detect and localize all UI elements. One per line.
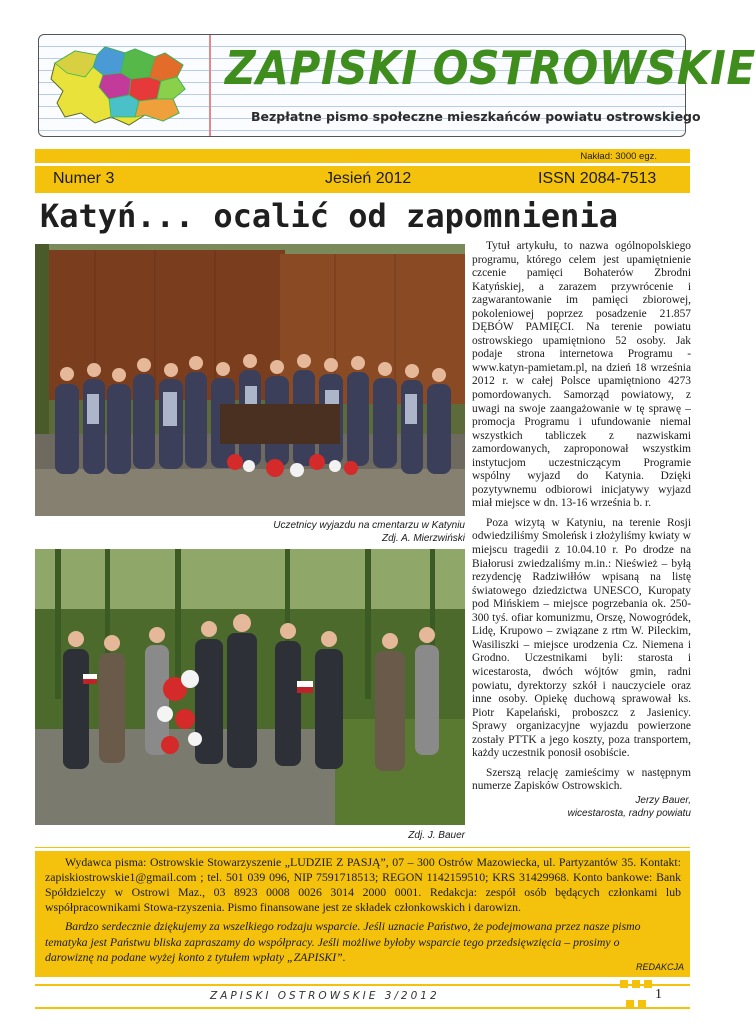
info-bar-divider bbox=[35, 163, 690, 166]
issue-season: Jesień 2012 bbox=[325, 170, 412, 187]
photo-katyn-cemetery-group bbox=[35, 244, 465, 516]
footer-rule-top bbox=[35, 984, 690, 986]
photo1-caption bbox=[273, 519, 465, 545]
footer-square bbox=[644, 980, 652, 988]
circulation-label: Nakład: 3000 egz. bbox=[580, 151, 657, 162]
notebook-margin-line bbox=[209, 35, 211, 136]
footer-square bbox=[626, 1000, 634, 1008]
publisher-thanks: Bardzo serdecznie dziękujemy za wszelkiego rodzaju wsparcie. Jeśli uznacie Państwo, że podejmowana przez nasze pismo tematyka jest Państwu bliska zapraszamy do współpracy. Jeśli możliwe byłoby wsparcie tego przedsięwzięcia – prosimy o darowiznę na podane wyżej konto z tytułem wpłaty „ZAPISKI”. bbox=[45, 919, 641, 964]
issue-number: Numer 3 bbox=[53, 170, 115, 187]
author-role: wicestarosta, radny powiatu bbox=[567, 807, 691, 819]
photo2-caption bbox=[408, 829, 465, 842]
powiat-map-logo bbox=[45, 43, 195, 129]
article-paragraph-1: Tytuł artykułu, to nazwa ogólnopolskiego programu, którego celem jest upamiętnienie czcenie pamięci Bohaterów Zbrodni Katyńskiej, a zarazem przywrócenie i zagwarantowanie im pamięci zbiorowej, pokoleniowej poprzez posadzenie 21.857 DĘBÓW PAMIĘCI. Na terenie powiatu ostrowskiego upamiętniono 52 osoby. Jak podaje strona internetowa Programu - www.katyn-pamietam.pl, na dzień 18 września 2012 r. w całej Polsce upamiętniono 4273 pomordowanych. Samorząd powiatowy, z uwagi na swoje zaangażowanie w tę sprawę – promocja Programu i ufundowanie niemal wszystkich tabliczek z nazwiskami zamordowanych, zaproponował wszystkim instytucjom uczestniczącym Programie wspólny wyjazd do Katynia. Dzięki pozytywnemu odbiorowi inicjatywy wyjazd miał miejsce w dn. 13-16 września b. r. bbox=[472, 240, 691, 510]
issue-info-bar bbox=[35, 149, 690, 193]
photo2-credit: Zdj. J. Bauer bbox=[408, 830, 465, 841]
article-paragraph-3: Szerszą relację zamieścimy w następnym numerze Zapisków Ostrowskich. bbox=[472, 766, 691, 793]
photo1-caption-text: Uczetnicy wyjazdu na cmentarzu w Katyniu bbox=[273, 520, 465, 531]
publisher-box-divider bbox=[35, 848, 690, 851]
photo-memorial-wreath bbox=[35, 549, 465, 825]
publisher-box bbox=[35, 847, 690, 977]
footer-square bbox=[620, 980, 628, 988]
masthead bbox=[38, 34, 756, 137]
footer-square bbox=[632, 980, 640, 988]
footer-square bbox=[638, 1000, 646, 1008]
footer-title: ZAPISKI OSTROWSKIE 3/2012 bbox=[210, 990, 440, 1002]
issue-issn: ISSN 2084-7513 bbox=[538, 170, 657, 187]
footer-rule-bottom bbox=[35, 1007, 690, 1009]
publisher-info: Wydawca pisma: Ostrowskie Stowarzyszenie „LUDZIE Z PASJĄ”, 07 – 300 Ostrów Mazowiecka, ul. Partyzantów 35. Kontakt: zapiskiostrowskie1@gmail.com ; tel. 501 039 096, NIP 7591718513; REGON 1142159510; KRS 31429968. Konto bankowe: Bank Spółdzielczy w Ostrowi Maz., 03 8923 0008 0026 3014 2000 0001. Redakcja: zespół osób będących członkami lub współpracownikami Stowa-rzyszenia. Pismo finansowane jest ze składek członkowskich i darowizn. bbox=[45, 855, 681, 914]
photo1-credit: Zdj. A. Mierzwiński bbox=[382, 533, 465, 544]
article-headline: Katyń... ocalić od zapomnienia bbox=[40, 197, 618, 235]
article-paragraph-2: Poza wizytą w Katyniu, na terenie Rosji odwiedziliśmy Smoleńsk i złożyliśmy kwiaty w miejscu tragedii z 10.04.10 r. Po drodze na Białorusi zwiedzaliśmy m.in.: Nieśwież – byłą rezydencję Radziwiłłów wpisaną na listę światowego dziedzictwa UNESCO, Kuropaty pod Mińskiem – miejsce pogrzebania ok. 250-300 tyś. ofiar komunizmu, Orszę, Nowogródek, Lidę, Krupowo – związane z rtm W. Pileckim, Wasiliszki – miejsce urodzenia Cz. Niemena i Grodno. Uczestnikami byli: starosta i wicestarosta, dwóch wójtów gmin, radni powiatu, dyrektorzy szkół i nauczyciele oraz inne osoby. Opiekę duchową sprawował ks. Piotr Kapelański, proboszcz z Jasienicy. Sprawy organizacyjne wyjazdu powierzone zostały PTTK a jego koszty, poza transportem, każdy uczestnik ponosił osobiście. bbox=[472, 516, 691, 760]
page-number: 1 bbox=[655, 987, 662, 1002]
masthead-subtitle: Bezpłatne pismo społeczne mieszkańców powiatu ostrowskiego bbox=[251, 109, 701, 124]
masthead-title: ZAPISKI OSTROWSKIE bbox=[225, 41, 756, 95]
article-body bbox=[472, 240, 691, 820]
author-name: Jerzy Bauer, bbox=[635, 794, 691, 806]
redakcja-signature: REDAKCJA bbox=[635, 962, 684, 972]
